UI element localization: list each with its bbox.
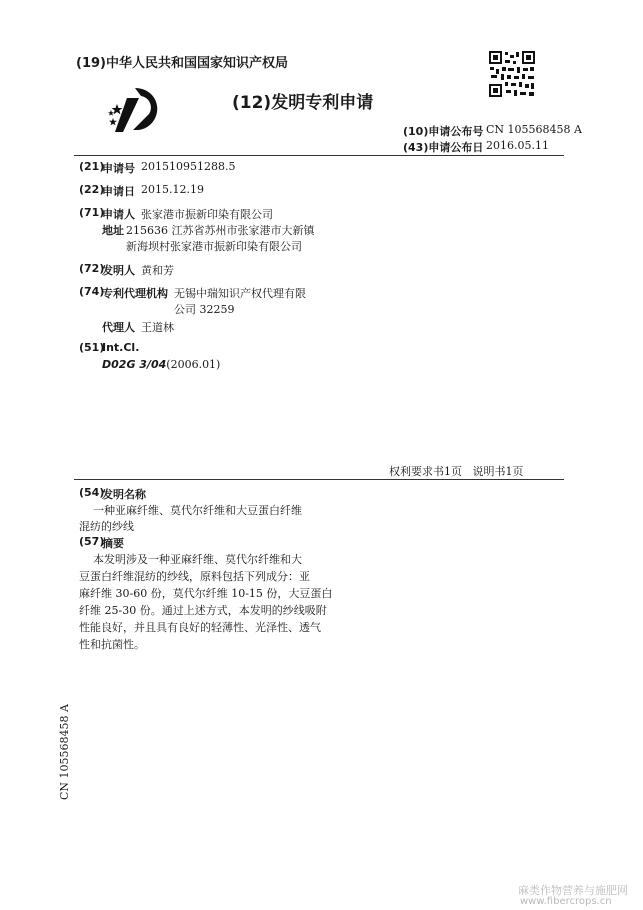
address-label: 地址 (102, 224, 124, 237)
watermark-line-2: www.fibercrops.cn (520, 896, 612, 907)
abstract-code: (57) (79, 535, 105, 548)
app-no-code: (21) (79, 160, 105, 173)
page-counts: 权利要求书1页 说明书1页 (389, 465, 524, 478)
agent-value: 王道林 (141, 321, 174, 334)
app-no-value: 201510951288.5 (141, 160, 236, 173)
invention-title-line-1: 一种亚麻纤维、莫代尔纤维和大豆蛋白纤维 (93, 504, 302, 517)
cnipa-logo-icon (105, 80, 165, 140)
abstract-line: 本发明涉及一种亚麻纤维、莫代尔纤维和大 (93, 553, 302, 566)
address-line-1: 215636 江苏省苏州市张家港市大新镇 (126, 224, 315, 237)
agency-line-1: 无锡中瑞知识产权代理有限 (174, 287, 306, 300)
qr-code-icon (488, 50, 536, 98)
applicant-label: 申请人 (102, 208, 135, 221)
filing-code: (22) (79, 183, 105, 196)
abstract-line: 性能良好，并且具有良好的轻薄性、光泽性、透气 (79, 621, 321, 634)
ipc-code-num: (51) (79, 341, 105, 354)
ipc-label: Int.Cl. (102, 341, 140, 354)
side-publication-code: CN 105568458 A (58, 704, 71, 800)
ipc-classification (102, 358, 220, 371)
app-no-label: 申请号 (102, 162, 135, 175)
header-rule (74, 155, 564, 156)
filing-value: 2015.12.19 (141, 183, 204, 196)
filing-label: 申请日 (102, 185, 135, 198)
abstract-line: 纤维 25-30 份。通过上述方式，本发明的纱线吸附 (79, 604, 327, 617)
abstract-line: 麻纤维 30-60 份，莫代尔纤维 10-15 份，大豆蛋白 (79, 587, 333, 600)
abstract-label: 摘要 (102, 537, 124, 550)
inventor-label: 发明人 (102, 264, 135, 277)
agent-label: 代理人 (102, 321, 135, 334)
inventor-code: (72) (79, 262, 105, 275)
issuing-authority: (19)中华人民共和国国家知识产权局 (76, 56, 288, 71)
publication-date-label: (43)申请公布日 (403, 141, 484, 154)
abstract-line: 豆蛋白纤维混纺的纱线，原料包括下列成分：亚 (79, 570, 310, 583)
applicant-code: (71) (79, 206, 105, 219)
publication-number-label: (10)申请公布号 (403, 125, 484, 138)
ipc-code: D02G 3/04 (102, 358, 167, 371)
document-type: (12)发明专利申请 (232, 93, 374, 113)
agency-code: (74) (79, 285, 105, 298)
address-line-2: 新海坝村张家港市振新印染有限公司 (126, 240, 302, 253)
agency-label: 专利代理机构 (102, 287, 168, 300)
title-label: 发明名称 (102, 488, 146, 501)
applicant-value: 张家港市振新印染有限公司 (141, 208, 273, 221)
publication-date: 2016.05.11 (486, 139, 549, 152)
invention-title-line-2: 混纺的纱线 (79, 520, 134, 533)
section-rule (74, 479, 564, 480)
agency-line-2: 公司 32259 (174, 303, 235, 316)
watermark-line-1: 麻类作物营养与施肥网 (518, 884, 628, 897)
abstract-line: 性和抗菌性。 (79, 638, 145, 651)
title-code: (54) (79, 486, 105, 499)
inventor-value: 黄和芳 (141, 264, 174, 277)
ipc-version: (2006.01) (166, 358, 221, 371)
publication-number: CN 105568458 A (486, 123, 582, 136)
